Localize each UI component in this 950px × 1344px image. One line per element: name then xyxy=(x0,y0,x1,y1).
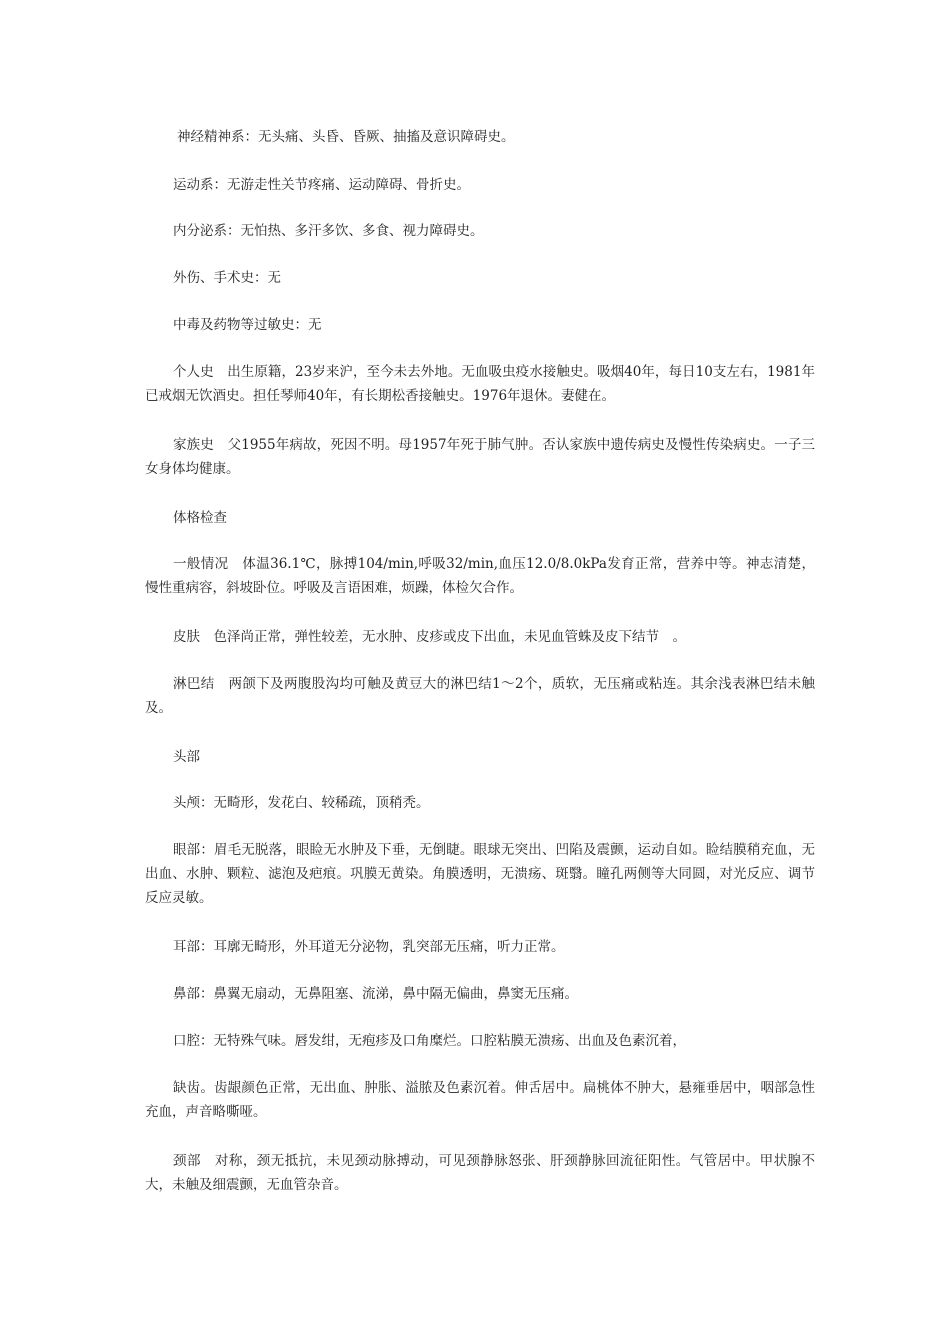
paragraph-motor-system: 运动系：无游走性关节疼痛、运动障碍、骨折史。 xyxy=(173,177,470,193)
paragraph-eyes: 眼部：眉毛无脱落，眼睑无水肿及下垂，无倒睫。眼球无突出、凹陷及震颤，运动自如。睑结膜稍充血，无出血、水肿、颗粒、滤泡及疤痕。巩膜无黄染。角膜透明，无溃疡、斑翳。瞳孔两侧等大同圆，对光反应、调节反应灵敏。 xyxy=(145,842,815,906)
paragraph-trauma-surgery: 外伤、手术史：无 xyxy=(173,270,281,286)
section-heading-physical-exam: 体格检查 xyxy=(173,510,227,526)
paragraph-neck: 颈部 对称，颈无抵抗，未见颈动脉搏动，可见颈静脉怒张、肝颈静脉回流征阳性。气管居中。甲状腺不大，未触及细震颤，无血管杂音。 xyxy=(145,1153,815,1193)
paragraph-general-condition: 一般情况 体温36.1℃，脉搏104/min,呼吸32/min,血压12.0/8.0kPa发育正常，营养中等。神志清楚，慢性重病容，斜坡卧位。呼吸及言语困难，烦躁，体检欠合作。 xyxy=(145,556,815,596)
paragraph-skin: 皮肤 色泽尚正常，弹性较差，无水肿、皮疹或皮下出血，未见血管蛛及皮下结节 。 xyxy=(173,629,686,645)
paragraph-ears: 耳部：耳廓无畸形，外耳道无分泌物，乳突部无压痛，听力正常。 xyxy=(173,939,565,955)
paragraph-teeth-throat: 缺齿。齿龈颜色正常，无出血、肿胀、溢脓及色素沉着。伸舌居中。扁桃体不肿大，悬雍垂居中，咽部急性充血，声音略嘶哑。 xyxy=(145,1080,815,1120)
paragraph-family-history: 家族史 父1955年病故，死因不明。母1957年死于肺气肿。否认家族中遗传病史及慢性传染病史。一子三女身体均健康。 xyxy=(145,437,815,477)
paragraph-nervous-system: 神经精神系：无头痛、头昏、昏厥、抽搐及意识障碍史。 xyxy=(177,129,515,145)
paragraph-lymph-nodes: 淋巴结 两颌下及两腹股沟均可触及黄豆大的淋巴结1～2个，质软，无压痛或粘连。其余浅表淋巴结未触及。 xyxy=(145,676,815,716)
paragraph-nose: 鼻部：鼻翼无扇动，无鼻阻塞、流涕，鼻中隔无偏曲，鼻窦无压痛。 xyxy=(173,986,578,1002)
section-heading-head: 头部 xyxy=(173,749,200,765)
paragraph-oral-cavity: 口腔：无特殊气味。唇发绀，无疱疹及口角糜烂。口腔粘膜无溃疡、出血及色素沉着， xyxy=(173,1033,686,1049)
paragraph-personal-history: 个人史 出生原籍，23岁来沪，至今未去外地。无血吸虫疫水接触史。吸烟40年，每日10支左右，1981年已戒烟无饮酒史。担任琴师40年，有长期松香接触史。1976年退休。妻健在。 xyxy=(145,364,815,404)
paragraph-endocrine-system: 内分泌系：无怕热、多汗多饮、多食、视力障碍史。 xyxy=(173,223,484,239)
paragraph-allergy-history: 中毒及药物等过敏史：无 xyxy=(173,317,322,333)
paragraph-skull: 头颅：无畸形，发花白、较稀疏，顶稍秃。 xyxy=(173,795,430,811)
